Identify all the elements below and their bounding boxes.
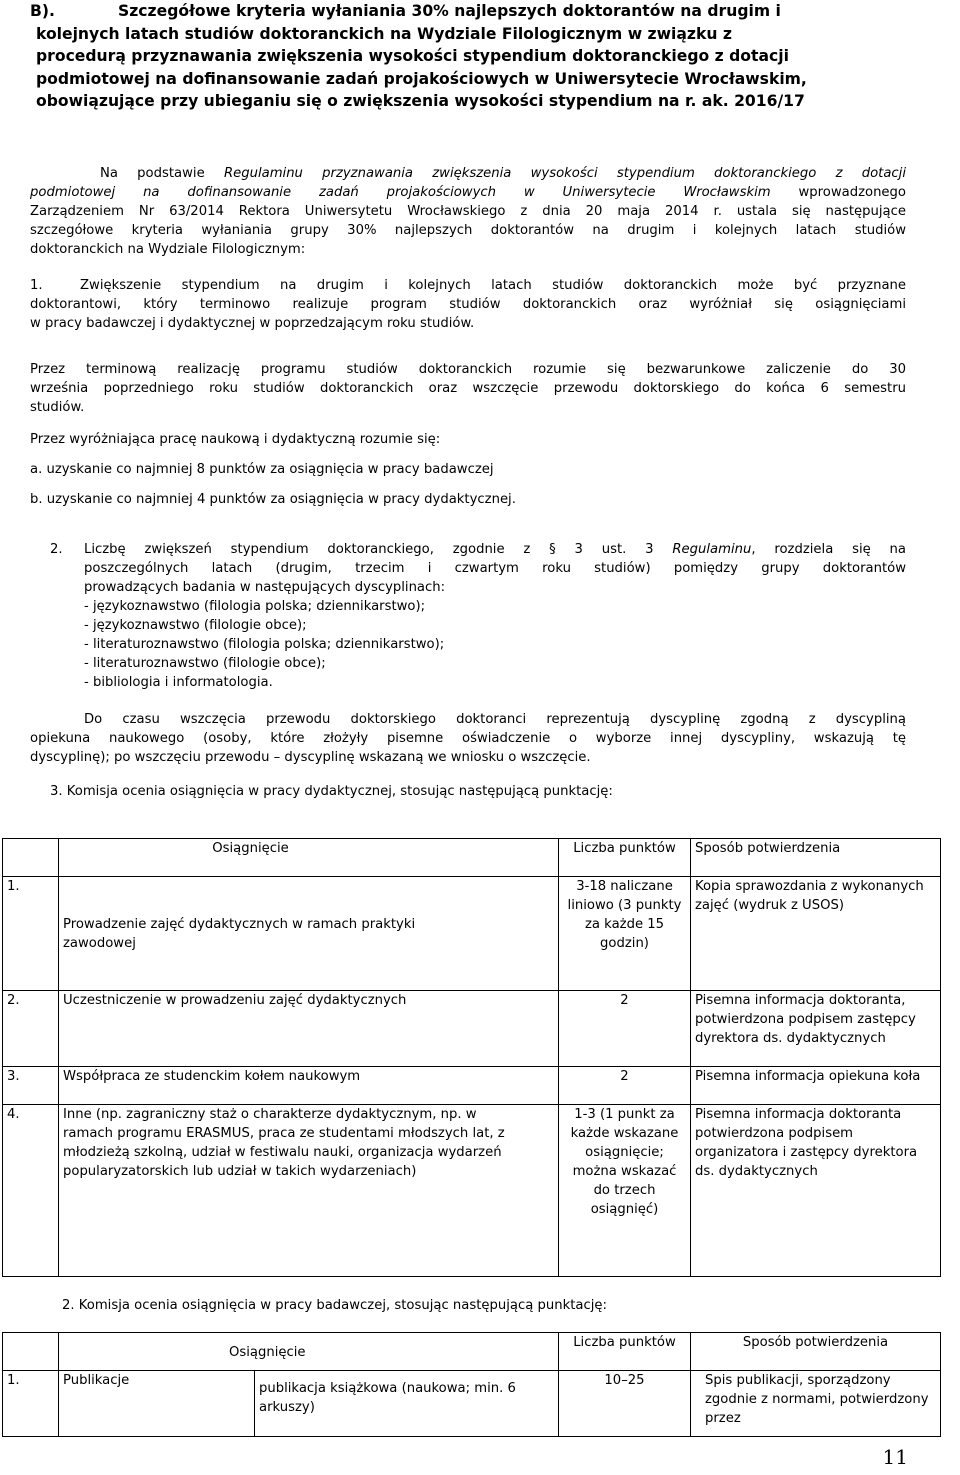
intro-line-5: doktoranckich na Wydziale Filologicznym: [30, 242, 306, 257]
header-achievement: Osiągnięcie [59, 839, 559, 877]
point-2-text-a: Liczbę zwiększeń stypendium doktoranckiego, zgodnie z § 3 ust. 3 [84, 542, 673, 557]
row-achievement: Inne (np. zagraniczny staż o charakterze dydaktycznym, np. w ramach programu ERASMUS, praca ze studentami młodszych lat, z młodzieżą szkolną, udział w festiwalu nauki, organizacja wydarzeń popularyzatorskich lub udział w takich wydarzeniach) [59, 1105, 559, 1277]
row-confirmation: Spis publikacji, sporządzony zgodnie z normami, potwierdzony przez [691, 1371, 941, 1437]
intro-line-4: szczegółowe kryteria wyłaniania grupy 30% najlepszych doktorantów na drugim i kolejnych latach studiów [30, 223, 906, 238]
terminowa-paragraph [30, 360, 906, 417]
point-2-research-text: 2. Komisja ocenia osiągnięcia w pracy badawczej, stosując następującą punktację: [62, 1298, 607, 1313]
point-2-line-2: poszczególnych latach (drugim, trzecim i czwartym roku studiów) pomiędzy grupy doktorantów [84, 561, 906, 576]
table-row [3, 1371, 941, 1437]
header-achievement: Osiągnięcie [59, 1333, 559, 1371]
row-achievement: Współpraca ze studenckim kołem naukowym [59, 1067, 559, 1105]
section-label: B). [30, 2, 55, 20]
point-1-line-3: w pracy badawczej i dydaktycznej w poprzedzającym roku studiów. [30, 316, 475, 331]
wyrozniajaca-paragraph [30, 430, 906, 449]
point-3-text: 3. Komisja ocenia osiągnięcia w pracy dydaktycznej, stosując następującą punktację: [50, 784, 613, 799]
discipline-item: - literaturoznawstwo (filologia polska; dziennikarstwo); [84, 637, 445, 652]
intro-text-2: wprowadzonego [770, 185, 906, 200]
discipline-item: - językoznawstwo (filologia polska; dziennikarstwo); [84, 599, 426, 614]
point-3 [50, 782, 926, 801]
terminowa-line-3: studiów. [30, 400, 85, 415]
do-czasu-line-3: dyscyplinę); po wszczęciu przewodu – dyscyplinę wskazaną we wniosku o wszczęcie. [30, 750, 591, 765]
wyrozniajaca-line: Przez wyróżniająca pracę naukową i dydaktyczną rozumie się: [30, 432, 441, 447]
heading-line-1: Szczegółowe kryteria wyłaniania 30% najlepszych doktorantów na drugim i [118, 2, 781, 20]
header-points: Liczba punktów [559, 1333, 691, 1371]
table-row [3, 991, 941, 1067]
heading-line-4: podmiotowej na dofinansowanie zadań projakościowych w Uniwersytecie Wrocławskim, [36, 69, 807, 88]
row-number: 4. [3, 1105, 59, 1277]
table-row [3, 877, 941, 991]
row-number: 1. [3, 1371, 59, 1437]
row-achievement: Prowadzenie zajęć dydaktycznych w ramach praktyki zawodowej [59, 877, 559, 991]
criterion-b-text: b. uzyskanie co najmniej 4 punktów za osiągnięcia w pracy dydaktycznej. [30, 492, 516, 507]
heading-line-2: kolejnych latach studiów doktoranckich na Wydziale Filologicznym w związku z [36, 24, 732, 43]
regulation-title-cont: podmiotowej na dofinansowanie zadań projakościowych w Uniwersytecie Wrocławskim [30, 185, 771, 200]
heading-line-5: obowiązujące przy ubieganiu się o zwiększenia wysokości stypendium na r. ak. 2016/17 [36, 92, 805, 110]
header-confirmation: Sposób potwierdzenia [691, 839, 941, 877]
point-1-line-1: Zwiększenie stypendium na drugim i kolejnych latach studiów doktoranckich może być przyznane [80, 278, 906, 293]
table-row [3, 1067, 941, 1105]
regulation-ref: Regulaminu [672, 542, 752, 557]
do-czasu-line-1: Do czasu wszczęcia przewodu doktorskiego doktoranci reprezentują dyscyplinę zgodną z dyscypliną [84, 712, 906, 727]
table-row [3, 1105, 941, 1277]
intro-text: Na podstawie [100, 166, 224, 181]
page-number: 11 [882, 1445, 908, 1469]
row-points: 1-3 (1 punkt za każde wskazane osiągnięcie; można wskazać do trzech osiągnięć) [559, 1105, 691, 1277]
row-confirmation: Pisemna informacja opiekuna koła [691, 1067, 941, 1105]
intro-line-3: Zarządzeniem Nr 63/2014 Rektora Uniwersytetu Wrocławskiego z dnia 20 maja 2014 r. ustala się następujące [30, 204, 906, 219]
research-points-table [2, 1332, 941, 1437]
discipline-item: - literaturoznawstwo (filologie obce); [84, 656, 326, 671]
regulation-title: Regulaminu przyznawania zwiększenia wysokości stypendium doktoranckiego z dotacji [223, 166, 906, 181]
point-2-number: 2. [50, 542, 63, 557]
heading-line-3: procedurą przyznawania zwiększenia wysokości stypendium doktoranckiego z dotacji [36, 47, 789, 65]
row-confirmation: Pisemna informacja doktoranta, potwierdzona podpisem zastępcy dyrektora ds. dydaktycznych [691, 991, 941, 1067]
point-2-text-b: , rozdziela się na [751, 542, 906, 557]
row-confirmation: Pisemna informacja doktoranta potwierdzona podpisem organizatora i zastępcy dyrektora ds. dydaktycznych [691, 1105, 941, 1277]
table-header-row [3, 839, 941, 877]
criterion-b [30, 490, 906, 509]
row-number: 2. [3, 991, 59, 1067]
point-2-line-3: prowadzących badania w następujących dyscyplinach: [84, 580, 446, 595]
table-cell-empty [3, 1333, 59, 1371]
point-2 [50, 540, 906, 692]
criterion-a [30, 460, 906, 479]
row-category: Publikacje [59, 1371, 255, 1437]
didactic-points-table [2, 838, 941, 1277]
row-number: 1. [3, 877, 59, 991]
point-1 [30, 276, 906, 333]
row-points: 3-18 naliczane liniowo (3 punkty za każde 15 godzin) [559, 877, 691, 991]
row-confirmation: Kopia sprawozdania z wykonanych zajęć (wydruk z USOS) [691, 877, 941, 991]
section-heading [30, 0, 940, 113]
do-czasu-paragraph [30, 710, 906, 767]
do-czasu-line-2: opiekuna naukowego (osoby, które złożyły pisemne oświadczenie o wyborze innej dyscypliny, wskazują tę [30, 731, 906, 746]
point-2-research [62, 1296, 938, 1315]
intro-paragraph [30, 164, 906, 259]
discipline-item: - językoznawstwo (filologie obce); [84, 618, 307, 633]
criterion-a-text: a. uzyskanie co najmniej 8 punktów za osiągnięcia w pracy badawczej [30, 462, 494, 477]
row-points: 2 [559, 1067, 691, 1105]
row-achievement: publikacja książkowa (naukowa; min. 6 arkuszy) [255, 1371, 559, 1437]
point-1-line-2: doktorantowi, który terminowo realizuje program studiów doktoranckich oraz wyróżniał się osiągnięciami [30, 297, 906, 312]
header-confirmation: Sposób potwierdzenia [691, 1333, 941, 1371]
discipline-item: - bibliologia i informatologia. [84, 675, 273, 690]
header-points: Liczba punktów [559, 839, 691, 877]
row-achievement: Uczestniczenie w prowadzeniu zajęć dydaktycznych [59, 991, 559, 1067]
point-1-number: 1. [30, 278, 43, 293]
terminowa-line-2: września poprzedniego roku studiów doktoranckich oraz wszczęcie przewodu doktorskiego do końca 6 semestru [30, 381, 906, 396]
row-points: 10–25 [559, 1371, 691, 1437]
row-points: 2 [559, 991, 691, 1067]
table-cell-empty [3, 839, 59, 877]
terminowa-line-1: Przez terminową realizację programu studiów doktoranckich rozumie się bezwarunkowe zaliczenie do 30 [30, 362, 906, 377]
row-number: 3. [3, 1067, 59, 1105]
table-header-row [3, 1333, 941, 1371]
